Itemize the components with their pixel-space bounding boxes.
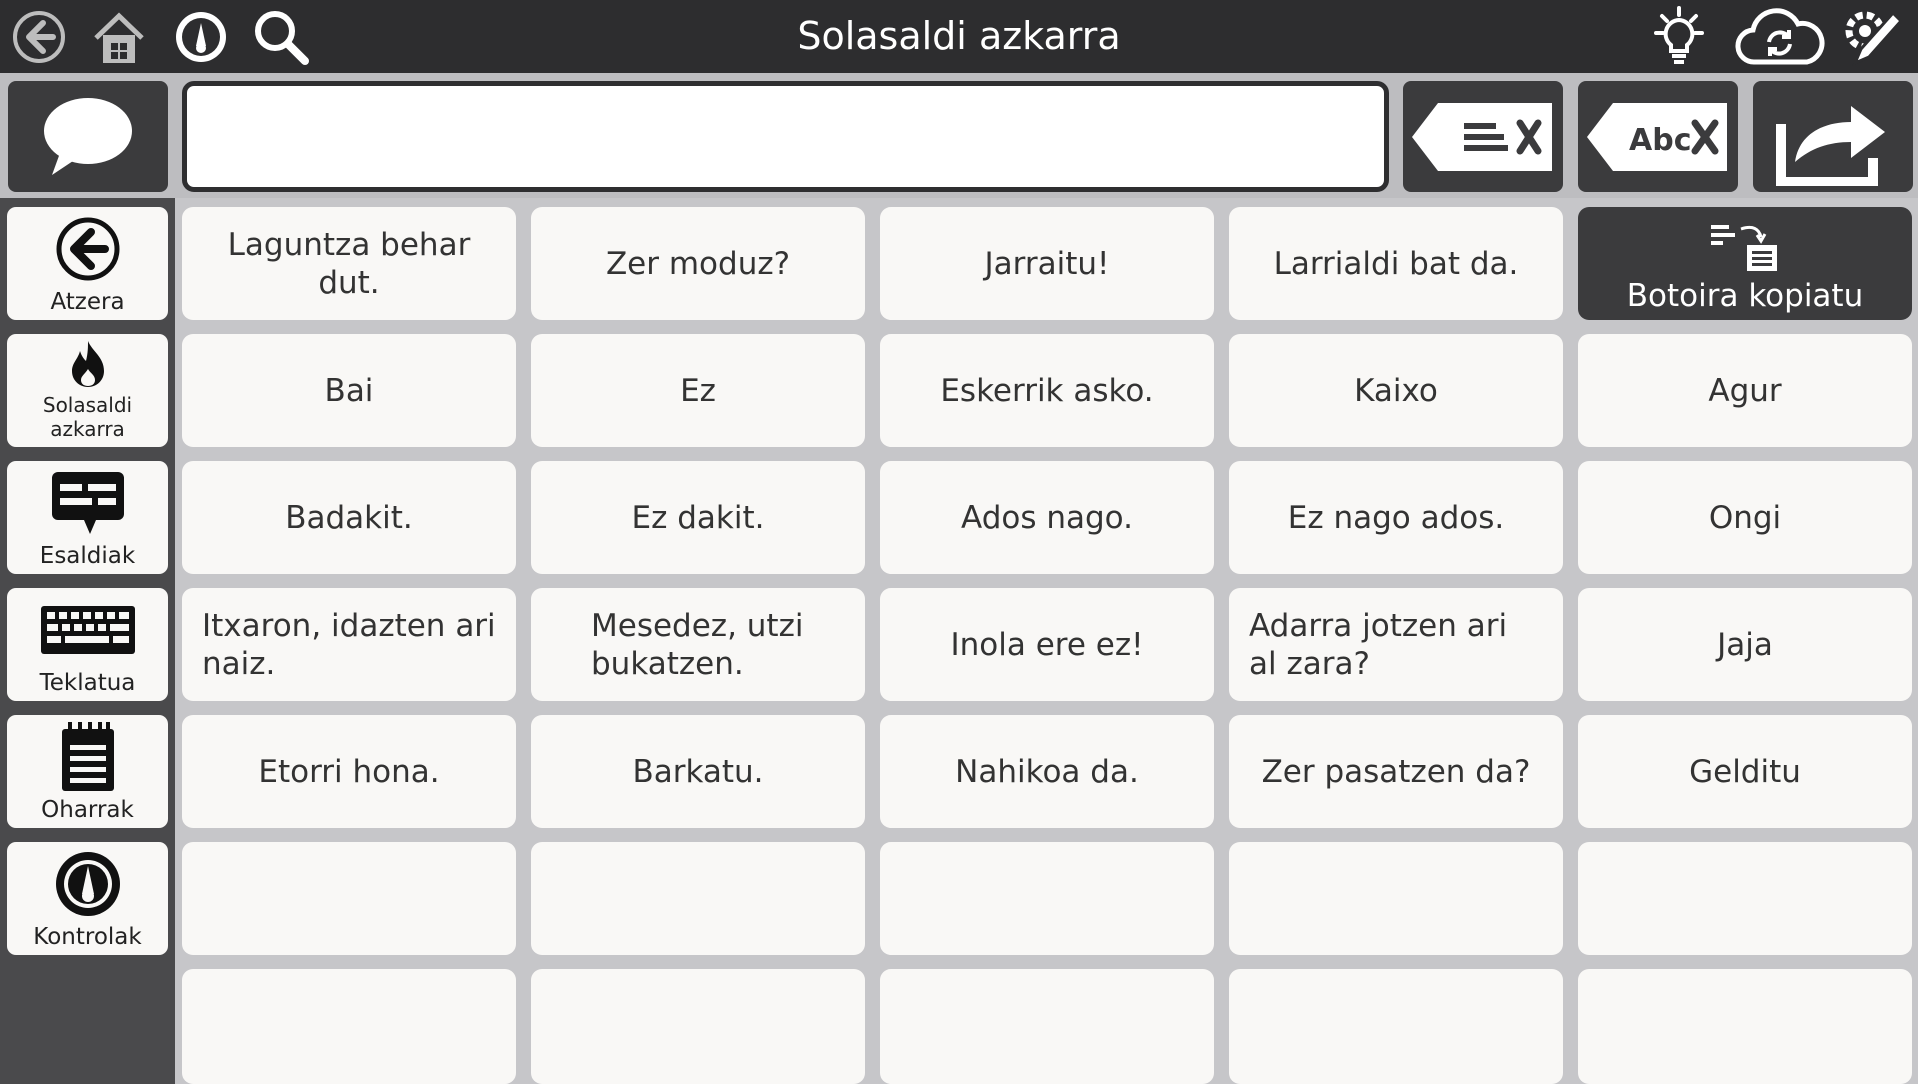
- sidebar-item-solasaldi-azkarra[interactable]: [7, 334, 168, 447]
- phrase-button[interactable]: Jaja: [1578, 588, 1912, 701]
- empty-phrase-button[interactable]: [531, 842, 865, 955]
- message-input[interactable]: [182, 81, 1389, 192]
- edit-settings-icon[interactable]: [1840, 4, 1906, 70]
- empty-phrase-button[interactable]: [531, 969, 865, 1084]
- phrase-button[interactable]: Agur: [1578, 334, 1912, 447]
- phrase-button[interactable]: Zer moduz?: [531, 207, 865, 320]
- sidebar-item-atzera[interactable]: [7, 207, 168, 320]
- empty-phrase-button[interactable]: [880, 842, 1214, 955]
- delete-abc-icon: [1583, 97, 1733, 177]
- phrase-button[interactable]: Nahikoa da.: [880, 715, 1214, 828]
- search-icon[interactable]: [248, 4, 314, 70]
- sidebar-item-esaldiak[interactable]: [7, 461, 168, 574]
- phrase-button[interactable]: Ez: [531, 334, 865, 447]
- share-button[interactable]: [1753, 81, 1913, 192]
- phrase-button[interactable]: Bai: [182, 334, 516, 447]
- empty-phrase-button[interactable]: [1229, 969, 1563, 1084]
- phrase-button[interactable]: Ez nago ados.: [1229, 461, 1563, 574]
- sidebar-item-label: Kontrolak: [33, 924, 142, 950]
- message-bar: [0, 73, 1918, 198]
- top-bar: [0, 0, 1918, 73]
- phrase-button[interactable]: Eskerrik asko.: [880, 334, 1214, 447]
- home-icon[interactable]: [86, 4, 152, 70]
- clear-message-button[interactable]: [1403, 81, 1563, 192]
- sidebar-item-kontrolak[interactable]: [7, 842, 168, 955]
- share-arrow-icon: [1773, 88, 1893, 186]
- empty-phrase-button[interactable]: [1578, 969, 1912, 1084]
- notepad-icon: [60, 721, 116, 793]
- phrase-button[interactable]: Laguntza behar dut.: [182, 207, 516, 320]
- phrase-button[interactable]: Jarraitu!: [880, 207, 1214, 320]
- phrase-grid: [175, 198, 1918, 1084]
- sidebar-item-label: Oharrak: [41, 797, 134, 823]
- sidebar: [0, 198, 175, 1084]
- empty-phrase-button[interactable]: [880, 969, 1214, 1084]
- phrase-button[interactable]: Mesedez, utzi bukatzen.: [531, 588, 865, 701]
- sidebar-item-label: Teklatua: [39, 670, 136, 696]
- sidebar-item-label: Solasaldi azkarra: [42, 393, 133, 441]
- keyboard-icon: [40, 605, 136, 655]
- phrase-button[interactable]: Ongi: [1578, 461, 1912, 574]
- phrase-button[interactable]: Gelditu: [1578, 715, 1912, 828]
- phrase-button[interactable]: Ez dakit.: [531, 461, 865, 574]
- speech-bubble-icon: [40, 95, 136, 179]
- sidebar-item-teklatua[interactable]: [7, 588, 168, 701]
- phrase-button[interactable]: Inola ere ez!: [880, 588, 1214, 701]
- speech-bubble-lines-icon: [50, 470, 126, 536]
- phrase-button[interactable]: Badakit.: [182, 461, 516, 574]
- empty-phrase-button[interactable]: [1229, 842, 1563, 955]
- flame-icon: [68, 339, 108, 389]
- phrase-button[interactable]: Adarra jotzen ari al zara?: [1229, 588, 1563, 701]
- copy-to-button-label: Botoira kopiatu: [1626, 277, 1864, 314]
- phrase-button[interactable]: Ados nago.: [880, 461, 1214, 574]
- gauge-icon[interactable]: [168, 4, 234, 70]
- delete-word-button[interactable]: [1578, 81, 1738, 192]
- copy-to-button-icon: [1709, 221, 1781, 273]
- phrase-button[interactable]: Larrialdi bat da.: [1229, 207, 1563, 320]
- back-arrow-icon[interactable]: [6, 4, 72, 70]
- circle-arrow-left-icon: [55, 216, 121, 282]
- sidebar-item-label: Atzera: [50, 289, 125, 315]
- speak-button[interactable]: [8, 81, 168, 192]
- lightbulb-icon[interactable]: [1646, 4, 1712, 70]
- gauge-icon: [54, 850, 122, 918]
- empty-phrase-button[interactable]: [182, 969, 516, 1084]
- phrase-button[interactable]: Barkatu.: [531, 715, 865, 828]
- sidebar-item-label: Esaldiak: [39, 543, 136, 569]
- cloud-sync-icon[interactable]: [1730, 4, 1828, 70]
- empty-phrase-button[interactable]: [182, 842, 516, 955]
- phrase-button[interactable]: Etorri hona.: [182, 715, 516, 828]
- phrase-button[interactable]: Kaixo: [1229, 334, 1563, 447]
- empty-phrase-button[interactable]: [1578, 842, 1912, 955]
- copy-to-button[interactable]: [1578, 207, 1912, 320]
- svg-text:Abc: Abc: [1629, 122, 1692, 158]
- page-title: Solasaldi azkarra: [797, 14, 1121, 58]
- phrase-button[interactable]: Zer pasatzen da?: [1229, 715, 1563, 828]
- clear-lines-icon: [1408, 97, 1558, 177]
- sidebar-item-oharrak[interactable]: [7, 715, 168, 828]
- phrase-button[interactable]: Itxaron, idazten ari naiz.: [182, 588, 516, 701]
